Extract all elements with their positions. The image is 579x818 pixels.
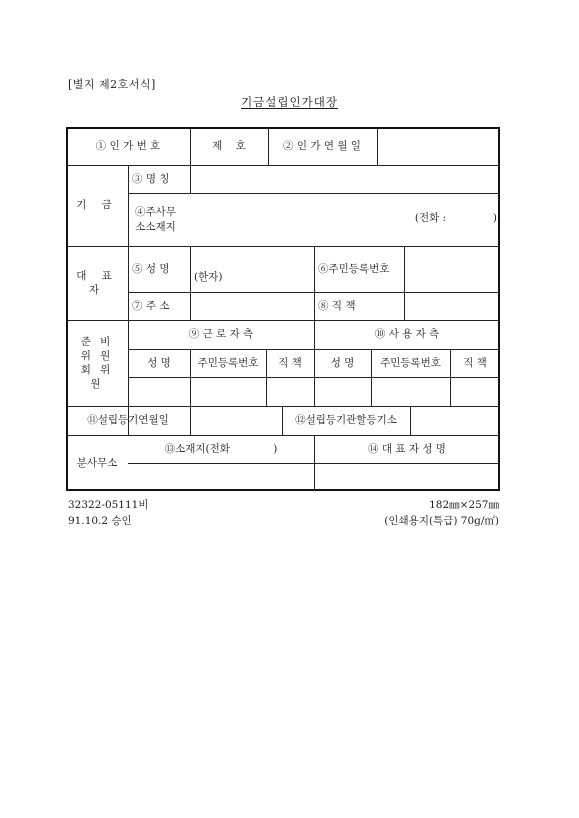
approval-number-label: ① 인 가 번 호 xyxy=(95,139,161,152)
employer-id-header: 주민등록번호 xyxy=(380,356,441,369)
representative-label: 대 표 자 xyxy=(76,269,118,296)
rep-id-number-label: ⑥주민등록번호 xyxy=(318,262,390,275)
approval-date-note: 91.10.2 승인 xyxy=(68,515,132,527)
employer-name-header: 성 명 xyxy=(330,356,355,369)
employers-side-label: ⑩ 사 용 자 측 xyxy=(374,328,440,341)
form-title: 기금설립인가대장 xyxy=(241,95,338,109)
registration-office-label: ⑫설립등기관할등기소 xyxy=(295,414,397,427)
rep-name-label: ⑤ 성 명 xyxy=(132,262,170,275)
office-address-label: ④주사무소소재지 xyxy=(135,206,176,233)
worker-name-header: 성 명 xyxy=(147,356,171,369)
form-code: 32322-05111비 xyxy=(68,499,149,511)
form-number: [별지 제2호서식] xyxy=(68,78,156,91)
approval-number-value: 제 호 xyxy=(212,139,246,152)
office-phone: (전화 : ) xyxy=(414,211,497,224)
rep-name-hanja: (한자) xyxy=(194,270,223,283)
branch-rep-name-label: ⑭ 대 표 자 성 명 xyxy=(368,442,446,455)
fund-name-label: ③ 명 칭 xyxy=(132,172,170,185)
employer-title-header: 직 책 xyxy=(463,356,487,369)
paper-spec: (인쇄용지(특급) 70g/㎡) xyxy=(384,515,499,527)
branch-office-label: 분사무소 xyxy=(76,456,118,469)
rep-address-label: ⑦ 주 소 xyxy=(132,299,170,312)
worker-title-header: 직 책 xyxy=(278,356,302,369)
registration-date-label: ⑪설립등기연월일 xyxy=(87,414,169,427)
fund-label: 기 금 xyxy=(76,199,118,212)
rep-title-label: ⑧ 직 책 xyxy=(318,299,356,312)
branch-location-label: ⑬소재지(전화 ) xyxy=(164,442,278,455)
approval-date-label: ② 인 가 연 월 일 xyxy=(283,139,361,152)
workers-side-label: ⑨ 근 로 자 측 xyxy=(188,328,254,341)
paper-size: 182㎜×257㎜ xyxy=(429,499,499,511)
committee-label: 준 비 위 원 회 위 원 xyxy=(80,335,114,391)
worker-id-header: 주민등록번호 xyxy=(197,356,259,369)
